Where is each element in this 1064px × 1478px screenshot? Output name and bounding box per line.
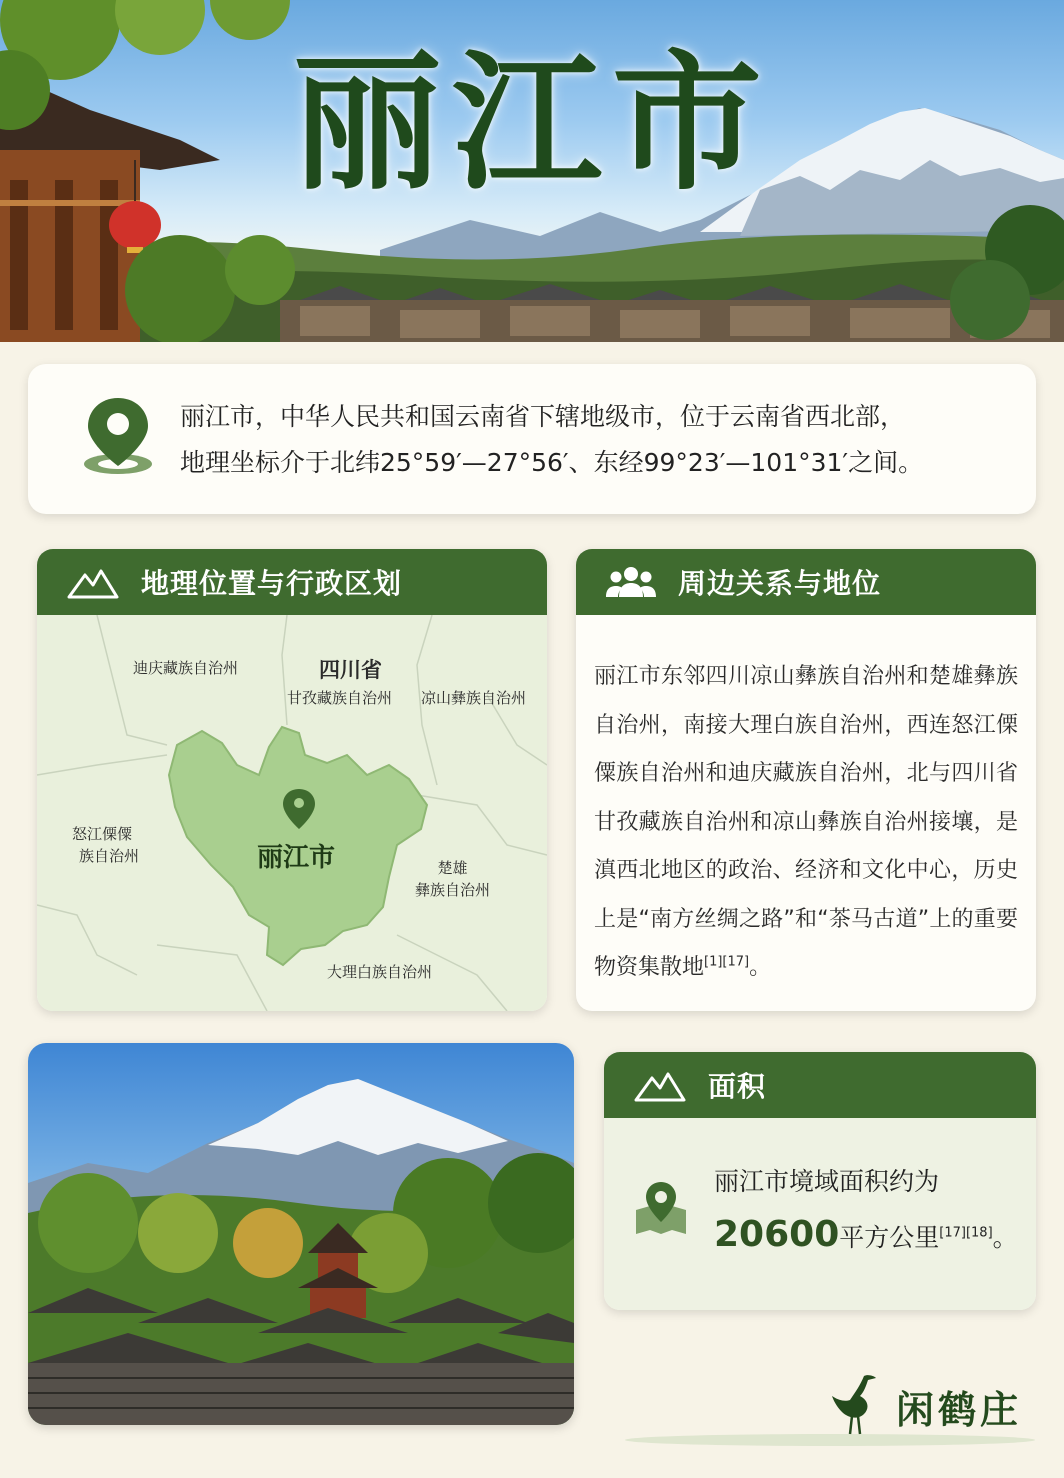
intro-line-2: 地理坐标介于北纬25°59′—27°56′、东经99°23′—101°31′之间。 <box>180 448 924 477</box>
area-line-1: 丽江市境域面积约为 <box>714 1167 940 1196</box>
area-citation: [17][18] <box>939 1225 993 1241</box>
label-nujiang <box>65 823 139 867</box>
brand-name: 闲鹤庄 <box>896 1386 1023 1432</box>
intro-line-1: 丽江市，中华人民共和国云南省下辖地级市，位于云南省西北部， <box>180 402 906 431</box>
intro-text <box>180 394 1020 486</box>
region-map <box>37 615 547 1011</box>
area-end: 。 <box>992 1223 1018 1252</box>
area-panel-title: 面积 <box>708 1070 767 1103</box>
geo-panel-title: 地理位置与行政区划 <box>141 567 403 600</box>
relations-panel-title: 周边关系与地位 <box>678 567 882 600</box>
label-dali: 大理白族自治州 <box>327 963 433 981</box>
map-center-label: 丽江市 <box>257 843 336 873</box>
intro-card <box>28 364 1036 514</box>
brand <box>830 1372 1022 1440</box>
label-diqing: 迪庆藏族自治州 <box>133 659 239 677</box>
geo-panel <box>37 549 547 1011</box>
area-line-2 <box>714 1214 1018 1255</box>
label-chuxiong-line2: 彝族自治州 <box>415 881 491 899</box>
mountain-icon <box>67 565 119 599</box>
hero-banner <box>0 0 1064 342</box>
relations-end: 。 <box>749 955 772 980</box>
relations-panel-header <box>576 549 1036 615</box>
label-ganzi: 甘孜藏族自治州 <box>287 689 393 707</box>
area-body <box>604 1118 1036 1310</box>
relations-panel <box>576 549 1036 1011</box>
old-town-photo <box>28 1043 574 1425</box>
page-title: 丽江市 <box>291 35 772 211</box>
geo-panel-header <box>37 549 547 615</box>
crane-icon <box>830 1372 878 1440</box>
label-nujiang-line2: 族自治州 <box>79 847 140 865</box>
relations-text <box>576 615 1036 993</box>
relations-body: 丽江市东邻四川凉山彝族自治州和楚雄彝族自治州，南接大理白族自治州，西连怒江傈僳族自治州和迪庆藏族自治州，北与四川省甘孜藏族自治州和凉山彝族自治州接壤，是滇西北地区的政治、经济和文化中心，历史上是“南方丝绸之路”和“茶马古道”上的重要物资集散地 <box>594 664 1018 980</box>
relations-citation: [1][17] <box>704 954 750 970</box>
area-panel-header <box>604 1052 1036 1118</box>
area-panel <box>604 1052 1036 1310</box>
people-icon <box>606 565 656 599</box>
area-number: 20600 <box>714 1214 840 1255</box>
area-unit: 平方公里 <box>839 1223 940 1252</box>
label-chuxiong <box>415 857 490 901</box>
map-pin-icon <box>632 1180 690 1240</box>
location-pin-icon <box>80 394 156 482</box>
mountain-icon <box>634 1068 686 1102</box>
label-chuxiong-line1: 楚雄 <box>437 859 468 877</box>
label-liangshan: 凉山彝族自治州 <box>421 689 527 707</box>
label-nujiang-line1: 怒江傈僳 <box>72 825 133 843</box>
label-sichuan: 四川省 <box>319 658 382 682</box>
